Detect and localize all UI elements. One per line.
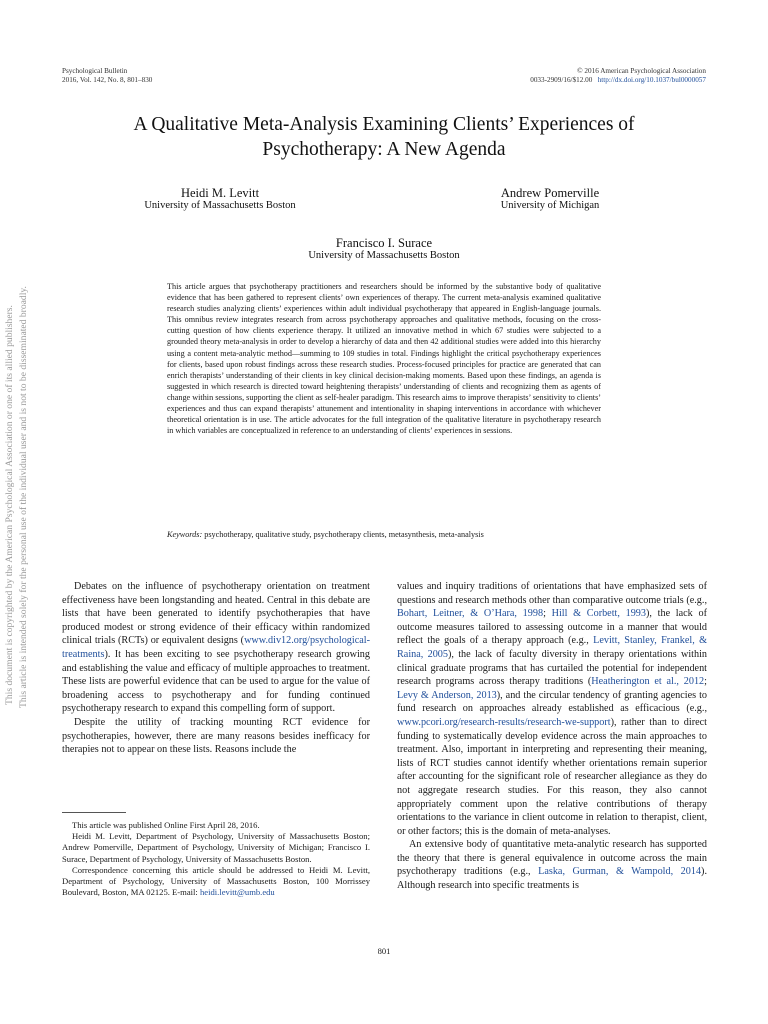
abstract: This article argues that psychotherapy practitioners and researchers should be informed by the substantive body of qualitative evidence that has been gathered to represent clients’ own experiences of therapy. The current meta-analysis examined qualitative research studies analyzing clients’ experiences within adult individual psychotherapy that appeared in English-language journals. This omnibus review integrates research from across psychotherapy approaches and qualitative methods, focusing on the cross-cutting question of how clients experience therapy. It utilized an innovative method in which 67 studies were subjected to a grounded theory meta-analysis in order to develop a hierarchy of data and then 42 additional studies were added into this hierarchy using a content meta-analytic method—summing to 109 studies in total. Findings highlight the critical psychotherapy experiences for clients, based upon robust findings across these research studies. Process-focused principles for practice are generated that can enrich therapists’ understanding of their clients in key clinical decision-making moments. Based upon these findings, an agenda is suggested in which research is directed toward heightening therapists’ understanding of clients and recognizing them as agents of change within sessions, supporting the client as self-healer paradigm. This research aims to improve therapists’ sensitivity to clients’ experiences and thus can expand therapists’ attunement and intentionality in shaping interventions in accordance with whichever theoretical orientation is in use. The article advocates for the full integration of the qualitative literature in psychotherapy research in which variables are conceptualized in reference to an understanding of clients’ experiences in sessions.	[167, 282, 601, 436]
copyright-line: © 2016 American Psychological Association	[577, 67, 706, 75]
article-title	[60, 112, 708, 162]
body-text: ;	[704, 676, 707, 688]
body-paragraph: Despite the utility of tracking mounting RCT evidence for psychotherapies, however, there are many reasons besides inefficacy for therapies not to appear on these lists. Reasons include the	[62, 716, 370, 756]
email-link[interactable]: heidi.levitt@umb.edu	[199, 887, 275, 898]
title-line-1: A Qualitative Meta-Analysis Examining Clients’ Experiences of	[133, 114, 635, 135]
body-text: Debates on the influence of psychotherapy orientation on treatment effectiveness have been longstanding and heated. Central in this debate are lists that have been generated to identify psychotherapies that have produced modest or strong evidence of their efficacy within randomized clinical trials (RCTs) or equivalent designs (	[62, 581, 370, 647]
body-text: ), the lack of faculty diversity in therapy orientations within clinical graduate programs that has curtailed the potential for independent research programs across therapy traditions (	[397, 648, 707, 688]
copyright-notice-line-2: This article is intended solely for the personal use of the individual user and is not to be disseminated broadly.	[18, 286, 29, 708]
citation-link[interactable]: Heatherington et al., 2012	[591, 676, 705, 688]
citation-link[interactable]: Levitt, Stanley, Frankel, & Raina, 2005	[397, 635, 707, 660]
body-text: ). Although research into specific treatments is	[397, 866, 707, 892]
journal-header	[62, 67, 152, 84]
citation-link[interactable]: www.div12.org/psychological-treatments	[62, 635, 370, 660]
volume-line: 2016, Vol. 142, No. 8, 801–830	[62, 75, 153, 84]
copyright-header	[530, 67, 706, 84]
journal-name: Psychological Bulletin	[62, 67, 128, 75]
footnote-affiliations: Heidi M. Levitt, Department of Psychology, University of Massachusetts Boston; Andrew Pomerville, Department of Psychology, University of Michigan; Francisco I. Surace, Department of Psychology, University of Massachusetts Boston.	[62, 831, 370, 864]
footnotes	[62, 820, 370, 898]
doi-link[interactable]: http://dx.doi.org/10.1037/bul0000057	[597, 75, 706, 84]
body-text: An extensive body of quantitative meta-analytic research has supported the theory that there is general equivalence in outcome across the main psychotherapy traditions (e.g.,	[397, 839, 707, 878]
title-line-2: Psychotherapy: A New Agenda	[262, 139, 506, 160]
body-paragraph	[397, 838, 707, 892]
citation-link[interactable]: www.pcori.org/research-results/research-we-support	[397, 716, 611, 728]
body-text: ). It has been exciting to see psychotherapy research growing and establishing the value and efficacy of multiple approaches to treatment. These lists are powerful evidence that can be used to argue for the value of broadening access to psychotherapy and for funding continued psychotherapy research to expand this compelling form of support.	[62, 648, 370, 715]
author-name: Francisco I. Surace	[335, 236, 433, 250]
citation-link[interactable]: Laska, Gurman, & Wampold, 2014	[538, 866, 702, 878]
issn-doi-line	[530, 76, 706, 85]
author-affiliation: University of Massachusetts Boston	[308, 250, 460, 261]
author-block	[120, 186, 320, 212]
body-text: values and inquiry traditions of orientations that have emphasized sets of questions and research methods other than comparative outcome trials (e.g.,	[397, 581, 707, 606]
body-column-left	[62, 580, 370, 757]
body-paragraph	[397, 580, 707, 838]
footnote-published: This article was published Online First April 28, 2016.	[72, 820, 260, 830]
citation-link[interactable]: Hill & Corbett, 1993	[551, 608, 646, 620]
keywords-label: Keywords:	[167, 530, 203, 539]
keywords	[167, 529, 601, 540]
author-block	[450, 186, 650, 212]
author-affiliation: University of Massachusetts Boston	[144, 200, 296, 211]
citation-link[interactable]: Levy & Anderson, 2013	[397, 689, 497, 701]
footnote-correspondence	[62, 865, 370, 899]
body-paragraph	[62, 580, 370, 716]
body-text: ), and the circular tendency of granting agencies to fund research on approaches already established as efficacious (e.g.,	[397, 689, 707, 715]
copyright-notice-line-1: This document is copyrighted by the American Psychological Association or one of its allied publishers.	[4, 305, 15, 705]
body-column-right	[397, 580, 707, 893]
author-block	[234, 236, 534, 262]
body-text: ;	[543, 608, 552, 620]
issn: 0033-2909/16/$12.00	[530, 75, 593, 84]
footnote-divider	[62, 812, 126, 813]
author-affiliation: University of Michigan	[500, 200, 600, 211]
correspondence-text: Correspondence concerning this article should be addressed to Heidi M. Levitt, Department of Psychology, University of Massachusetts Boston, 100 Morrissey Boulevard, Boston, MA 02125. E-mail:	[62, 864, 370, 898]
page-number: 801	[377, 946, 391, 956]
body-text: ), the lack of outcome measures tailored to assessing outcome in a manner that would reflect the goals of a therapy approach (e.g.,	[397, 608, 707, 647]
citation-link[interactable]: Bohart, Leitner, & O’Hara, 1998	[397, 608, 544, 620]
author-name: Andrew Pomerville	[500, 186, 600, 200]
keywords-text: psychotherapy, qualitative study, psychotherapy clients, metasynthesis, meta-analysis	[204, 530, 484, 539]
body-text: ), rather than to direct funding to systematically develop evidence across the main approaches to treatment. Also, important in interpreting and representing their meaning, lists of RCT studies cannot identify whether orientations remain superior after accounting for the significant role of researcher allegiance as they do not aggregate research studies. For this reason, they also cannot appropriately comment upon the relative contributions of therapy orientations to the variance in client outcome in relation to therapist, client, or other factors; this is the domain of meta-analyses.	[397, 716, 707, 837]
author-name: Heidi M. Levitt	[180, 186, 260, 200]
